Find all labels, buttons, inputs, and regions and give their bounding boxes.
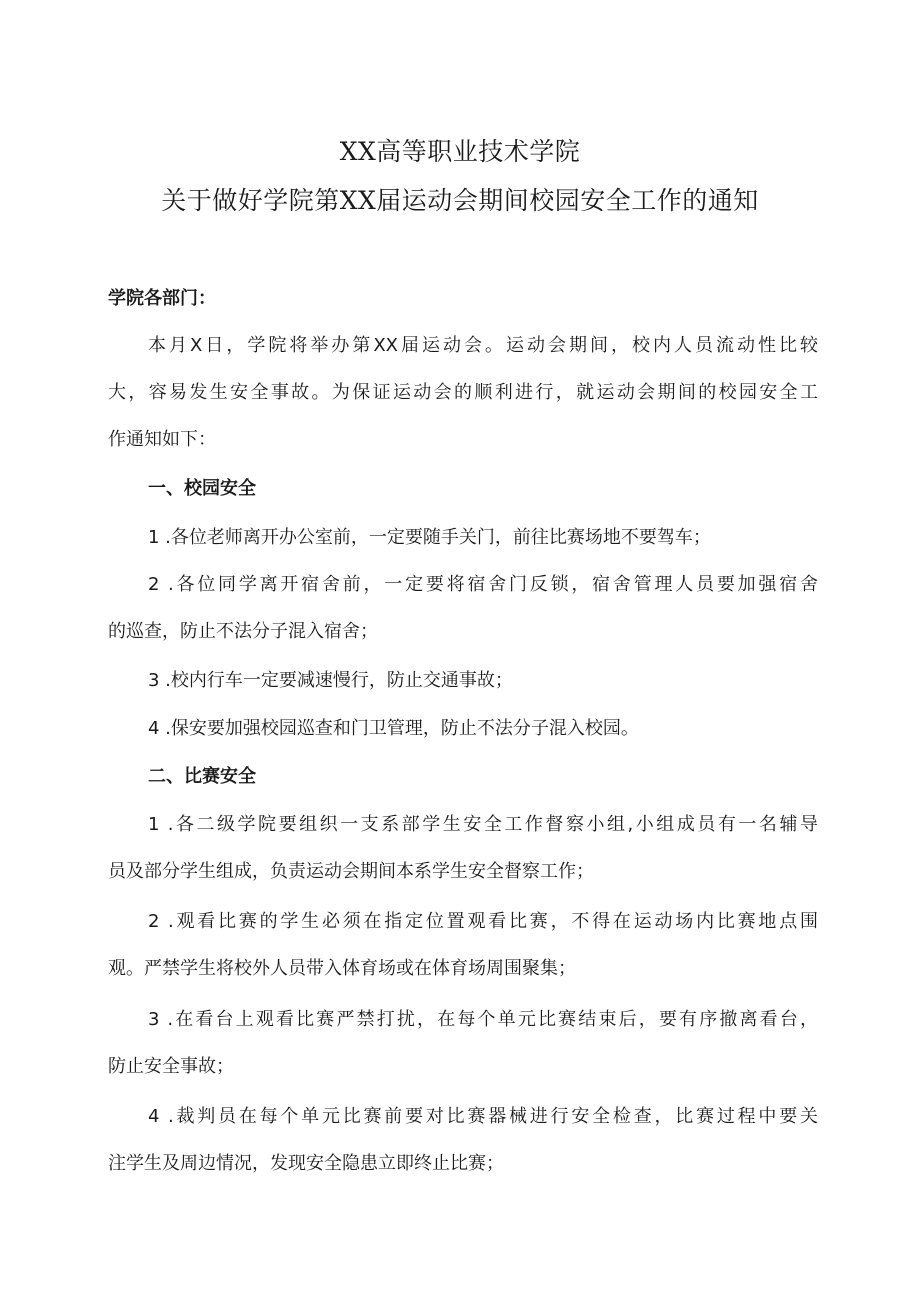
intro-line: 作通知如下：	[108, 429, 216, 450]
item-line: 4 .保安要加强校园巡查和门卫管理，防止不法分子混入校园。	[148, 718, 639, 739]
intro-line: 本月X日，学院将举办第XX届运动会。运动会期间，校内人员流动性比较	[148, 335, 818, 356]
item-line: 4 .裁判员在每个单元比赛前要对比赛器械进行安全检查，比赛过程中要关	[148, 1106, 818, 1127]
item-line: 1 .各位老师离开办公室前，一定要随手关门，前往比赛场地不要驾车；	[148, 527, 711, 548]
item-line: 员及部分学生组成，负责运动会期间本系学生安全督察工作；	[108, 861, 594, 882]
item-line: 1 .各二级学院要组织一支系部学生安全工作督察小组,小组成员有一名辅导	[148, 814, 818, 835]
document-title-notice: 关于做好学院第XX届运动会期间校园安全工作的通知	[161, 186, 759, 215]
section-heading-competition-safety: 二、比赛安全	[148, 766, 256, 787]
item-line: 3 .校内行车一定要减速慢行，防止交通事故；	[148, 670, 513, 691]
section-heading-campus-safety: 一、校园安全	[148, 478, 256, 499]
item-line: 观。严禁学生将校外人员带入体育场或在体育场周围聚集；	[108, 958, 576, 979]
item-line: 3 .在看台上观看比赛严禁打扰，在每个单元比赛结束后，要有序撤离看台，	[148, 1009, 818, 1030]
intro-paragraph	[108, 322, 818, 463]
item-line: 防止安全事故；	[108, 1056, 234, 1077]
section1-item	[108, 705, 818, 752]
section2-item	[108, 801, 818, 895]
section2-item	[108, 1093, 818, 1187]
item-line: 2 .各位同学离开宿舍前，一定要将宿舍门反锁，宿舍管理人员要加强宿舍	[148, 574, 818, 595]
section2-item	[108, 898, 818, 992]
document-title-institution: XX高等职业技术学院	[339, 137, 581, 166]
item-line: 2 .观看比赛的学生必须在指定位置观看比赛，不得在运动场内比赛地点围	[148, 911, 818, 932]
salutation: 学院各部门：	[108, 288, 216, 309]
section1-item	[108, 657, 818, 704]
section1-item	[108, 561, 818, 655]
item-line: 注学生及周边情况，发现安全隐患立即终止比赛；	[108, 1153, 504, 1174]
section1-item	[108, 514, 818, 561]
section2-item	[108, 996, 818, 1090]
item-line: 的巡查，防止不法分子混入宿舍；	[108, 621, 378, 642]
intro-line: 大，容易发生安全事故。为保证运动会的顺利进行，就运动会期间的校园安全工	[108, 382, 818, 403]
